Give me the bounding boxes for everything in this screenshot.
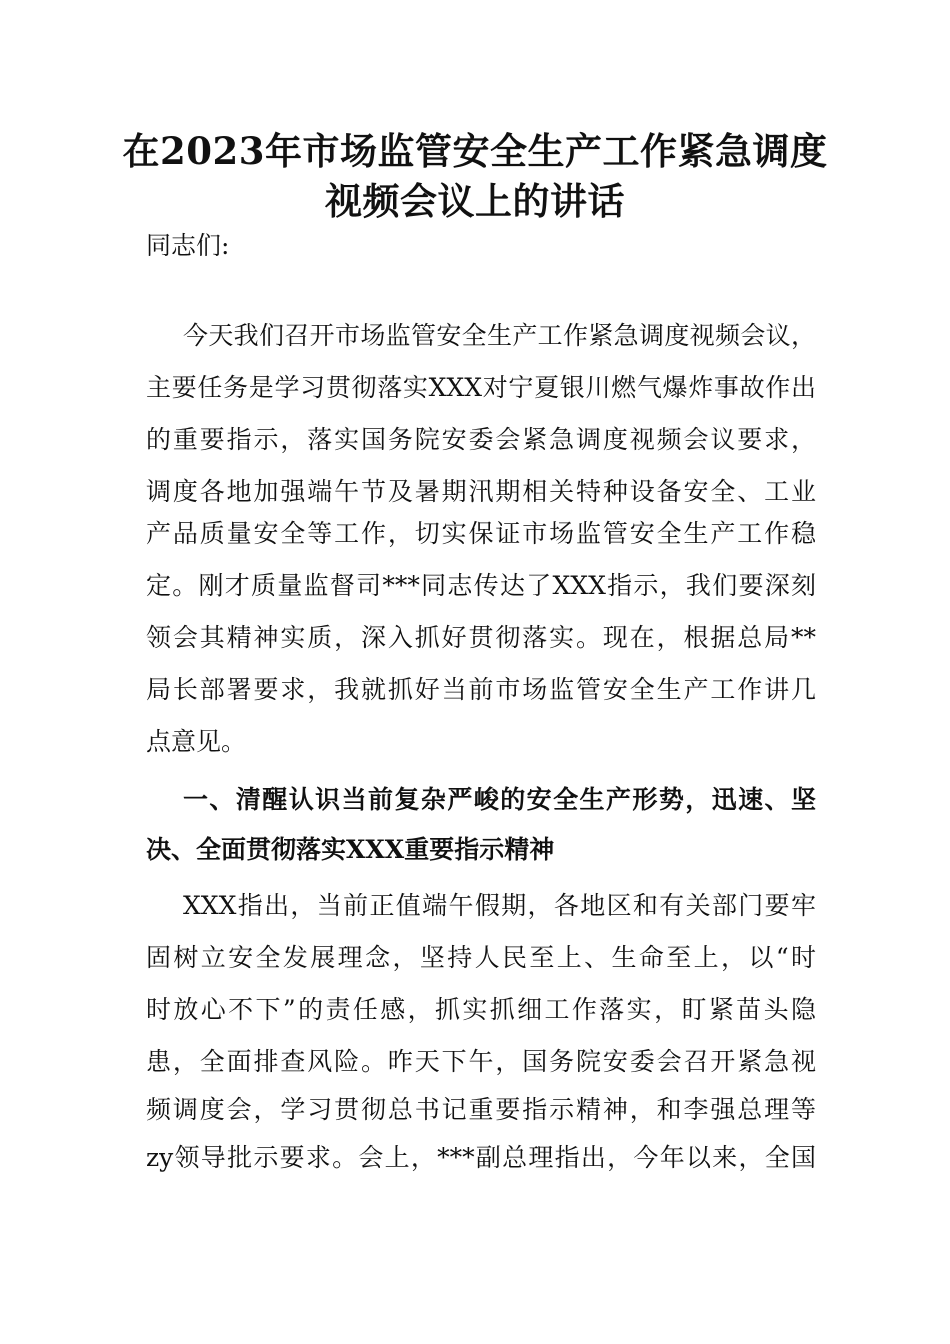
document-title-line-2: 视频会议上的讲话 <box>325 179 625 223</box>
paragraph-line: 的重要指示，落实国务院安委会紧急调度视频会议要求， <box>146 425 816 454</box>
paragraph-line: XXX指出，当前正值端午假期，各地区和有关部门要牢 <box>183 891 816 920</box>
paragraph-line: 定。刚才质量监督司***同志传达了XXX指示，我们要深刻 <box>146 571 816 600</box>
paragraph-line: 产品质量安全等工作，切实保证市场监管安全生产工作稳 <box>146 519 816 548</box>
paragraph-line: 患，全面排查风险。昨天下午，国务院安委会召开紧急视 <box>146 1047 816 1076</box>
paragraph-line: 固树立安全发展理念，坚持人民至上、生命至上，以“时 <box>146 943 816 972</box>
salutation: 同志们: <box>146 231 230 260</box>
document-title-line-1: 在2023年市场监管安全生产工作紧急调度 <box>122 129 828 173</box>
paragraph-line: 时放心不下”的责任感，抓实抓细工作落实，盯紧苗头隐 <box>146 995 816 1024</box>
paragraph-line: 领会其精神实质，深入抓好贯彻落实。现在，根据总局** <box>146 623 816 652</box>
paragraph-line: 点意见。 <box>146 727 247 756</box>
paragraph-line: 局长部署要求，我就抓好当前市场监管安全生产工作讲几 <box>146 675 816 704</box>
paragraph-line: 频调度会，学习贯彻总书记重要指示精神，和李强总理等 <box>146 1095 816 1124</box>
paragraph-line: 调度各地加强端午节及暑期汛期相关特种设备安全、工业 <box>146 477 816 506</box>
section-heading-line: 决、全面贯彻落实XXX重要指示精神 <box>146 835 555 864</box>
paragraph-line: 今天我们召开市场监管安全生产工作紧急调度视频会议， <box>183 321 816 350</box>
section-heading-line: 一、清醒认识当前复杂严峻的安全生产形势，迅速、坚 <box>183 785 816 814</box>
paragraph-line: zy领导批示要求。会上，***副总理指出，今年以来，全国 <box>146 1143 816 1172</box>
paragraph-line: 主要任务是学习贯彻落实XXX对宁夏银川燃气爆炸事故作出 <box>146 373 816 402</box>
